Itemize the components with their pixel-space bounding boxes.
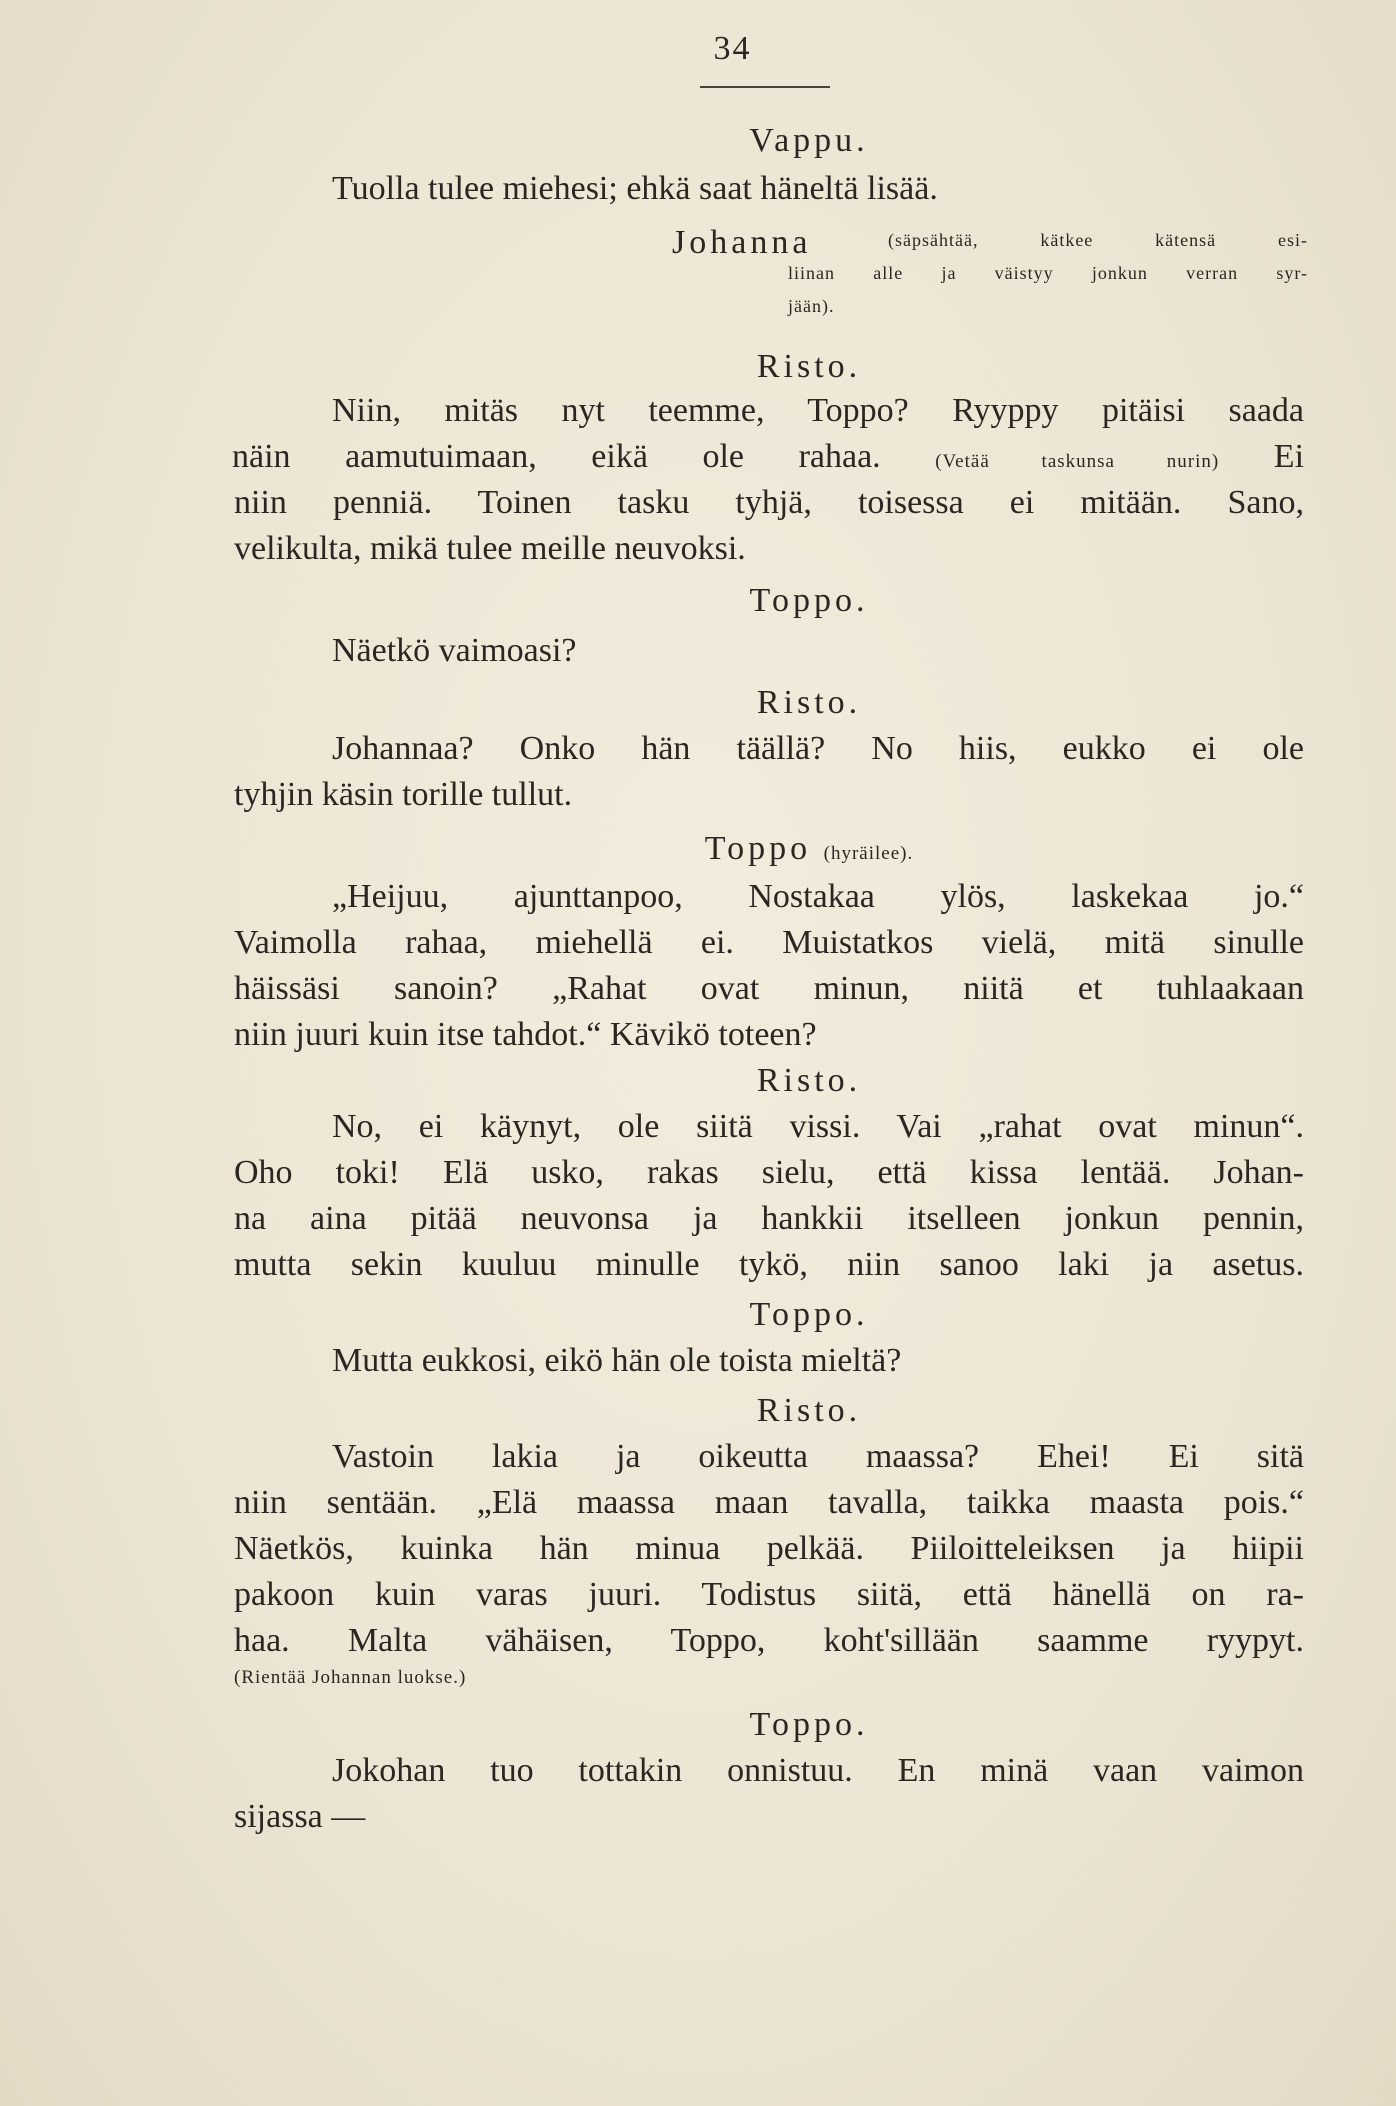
dialogue-line: [232, 434, 1304, 480]
dialogue-line: [234, 480, 1304, 526]
dialogue-line: pakoon kuin varas juuri. Todistus siitä, että hänellä on ra-: [234, 1576, 1304, 1613]
dialogue-line: „Heijuu, ajunttanpoo, Nostakaa ylös, laskekaa jo.“: [332, 878, 1304, 915]
page-number: 34: [713, 30, 752, 67]
dialogue-line: haa. Malta vähäisen, Toppo, koht'sillään saamme ryypyt.: [234, 1622, 1304, 1659]
speaker-with-stage-direction: [234, 826, 1304, 874]
speaker-name: Johanna: [672, 224, 812, 261]
speaker-with-stage-direction: [234, 216, 1308, 344]
dialogue-line: mutta sekin kuuluu minulle tykö, niin sanoo laki ja asetus.: [234, 1246, 1304, 1283]
speaker-name: Risto.: [756, 684, 862, 721]
speaker-name: Toppo.: [749, 1706, 869, 1743]
dialogue-line: Johannaa? Onko hän täällä? No hiis, eukko ei ole: [332, 730, 1304, 767]
stage-direction-line: jään).: [788, 296, 835, 316]
dialogue-line: Oho toki! Elä usko, rakas sielu, että kissa lentää. Johan-: [234, 1154, 1304, 1191]
dialogue-line: Mutta eukkosi, eikö hän ole toista mieltä?: [332, 1342, 902, 1379]
play-text: [232, 118, 1308, 1840]
dialogue-line: Jokohan tuo tottakin onnistuu. En minä vaan vaimon: [332, 1752, 1304, 1789]
speaker-name: Risto.: [756, 1062, 862, 1099]
dialogue-line: tyhjin käsin torille tullut.: [234, 776, 573, 813]
dialogue-line: na aina pitää neuvonsa ja hankkii itselleen jonkun pennin,: [234, 1200, 1304, 1237]
dialogue-line: häissäsi sanoin? „Rahat ovat minun, niitä et tuhlaakaan: [234, 970, 1304, 1007]
dialogue-line: niin sentään. „Elä maassa maan tavalla, taikka maasta pois.“: [234, 1484, 1304, 1521]
speaker-name: Toppo.: [749, 1296, 869, 1333]
speaker-name: Toppo.: [749, 582, 869, 619]
dialogue-line: [234, 526, 1304, 578]
stage-direction-line: (säpsähtää, kätkee kätensä esi-: [888, 230, 1308, 250]
dialogue-line: [234, 388, 1304, 434]
dialogue-text: näin aamutuimaan, eikä ole rahaa.: [232, 438, 881, 475]
dialogue-line: Tuolla tulee miehesi; ehkä saat häneltä lisää.: [332, 170, 938, 207]
speaker-name: Toppo: [704, 830, 812, 867]
stage-direction: [788, 224, 1308, 323]
dialogue-text: velikulta, mikä tulee meille neuvoksi.: [234, 530, 746, 567]
speaker-name: Vappu.: [749, 122, 869, 159]
speaker-name: Risto.: [756, 1392, 862, 1429]
stage-direction: (Rientää Johannan luokse.): [234, 1667, 467, 1688]
dialogue-line: Vaimolla rahaa, miehellä ei. Muistatkos vielä, mitä sinulle: [234, 924, 1304, 961]
header-rule: [700, 86, 830, 88]
dialogue-line: No, ei käynyt, ole siitä vissi. Vai „rahat ovat minun“.: [332, 1108, 1304, 1145]
stage-direction: (hyräilee).: [823, 843, 914, 864]
speaker-name: Risto.: [756, 348, 862, 385]
stage-direction-line: liinan alle ja väistyy jonkun verran syr-: [788, 263, 1308, 283]
dialogue-line: Näetkös, kuinka hän minua pelkää. Piiloitteleiksen ja hiipii: [234, 1530, 1304, 1567]
dialogue-line: niin juuri kuin itse tahdot.“ Kävikö toteen?: [234, 1016, 817, 1053]
dialogue-line: sijassa —: [234, 1798, 366, 1835]
dialogue-line: Näetkö vaimoasi?: [332, 632, 577, 669]
dialogue-text: Niin, mitäs nyt teemme, Toppo? Ryyppy pitäisi saada: [332, 392, 1304, 429]
stage-direction: (Vetää taskunsa nurin): [935, 451, 1220, 472]
dialogue-line: Vastoin lakia ja oikeutta maassa? Ehei! Ei sitä: [332, 1438, 1304, 1475]
dialogue-text: niin penniä. Toinen tasku tyhjä, toisessa ei mitään. Sano,: [234, 484, 1304, 521]
dialogue-text: Ei: [1273, 438, 1305, 475]
